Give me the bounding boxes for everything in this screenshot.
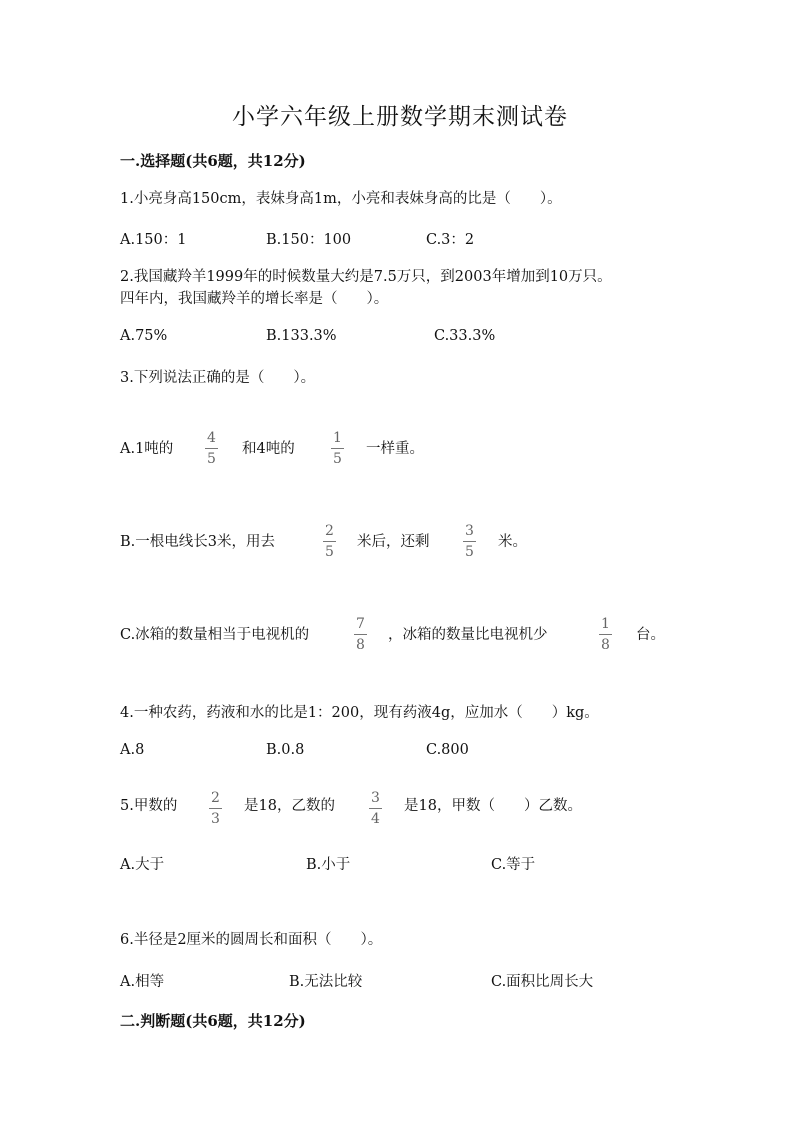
question-3-option-b-part3: 米。	[498, 534, 527, 550]
fraction: 2 3	[209, 790, 222, 827]
question-3-option-b-part1: B.一根电线长3米，用去	[120, 534, 275, 550]
question-2-option-c: C.33.3%	[434, 328, 496, 344]
question-4-option-b: B.0.8	[266, 742, 305, 758]
question-5-part3: 是18，甲数（ ）乙数。	[404, 798, 582, 814]
question-3-option-c-part3: 台。	[636, 627, 665, 643]
fraction: 7 8	[354, 616, 367, 653]
question-3-option-a-part1: A.1吨的	[120, 441, 174, 457]
question-4-option-a: A.8	[120, 742, 145, 758]
page-title: 小学六年级上册数学期末测试卷	[232, 104, 568, 130]
question-1-text: 1.小亮身高150cm，表妹身高1m，小亮和表妹身高的比是（ ）。	[120, 191, 562, 207]
question-2-option-a: A.75%	[120, 328, 168, 344]
fraction: 2 5	[323, 523, 336, 560]
question-1-option-a: A.150：1	[120, 232, 187, 248]
question-3-option-c-part1: C.冰箱的数量相当于电视机的	[120, 627, 310, 643]
question-3-option-b-part2: 米后，还剩	[357, 534, 430, 550]
section-heading-choice: 一.选择题(共6题，共12分)	[120, 152, 306, 170]
fraction: 4 5	[205, 430, 218, 467]
question-4-text: 4.一种农药，药液和水的比是1：200，现有药液4g，应加水（ ）kg。	[120, 705, 599, 721]
question-6-option-b: B.无法比较	[289, 974, 363, 990]
question-3-option-a-part3: 一样重。	[366, 441, 424, 457]
question-6-option-c: C.面积比周长大	[491, 974, 594, 990]
fraction: 1 5	[331, 430, 344, 467]
fraction: 3 5	[463, 523, 476, 560]
question-5-part2: 是18，乙数的	[244, 798, 335, 814]
question-3-option-a-part2: 和4吨的	[242, 441, 295, 457]
question-3-text: 3.下列说法正确的是（ ）。	[120, 370, 316, 386]
question-1-option-b: B.150：100	[266, 232, 352, 248]
question-6-option-a: A.相等	[120, 974, 165, 990]
question-5-option-a: A.大于	[120, 857, 165, 873]
fraction: 3 4	[369, 790, 382, 827]
question-5-option-c: C.等于	[491, 857, 536, 873]
question-2-text-line1: 2.我国藏羚羊1999年的时候数量大约是7.5万只，到2003年增加到10万只。	[120, 269, 612, 285]
question-5-part1: 5.甲数的	[120, 798, 178, 814]
fraction: 1 8	[599, 616, 612, 653]
question-2-text-line2: 四年内，我国藏羚羊的增长率是（ ）。	[120, 291, 389, 307]
question-3-option-c-part2: ，冰箱的数量比电视机少	[388, 627, 548, 643]
question-4-option-c: C.800	[426, 742, 469, 758]
question-5-option-b: B.小于	[306, 857, 351, 873]
question-2-option-b: B.133.3%	[266, 328, 337, 344]
question-1-option-c: C.3：2	[426, 232, 475, 248]
question-6-text: 6.半径是2厘米的圆周长和面积（ ）。	[120, 932, 383, 948]
section-heading-judgment: 二.判断题(共6题，共12分)	[120, 1012, 306, 1030]
